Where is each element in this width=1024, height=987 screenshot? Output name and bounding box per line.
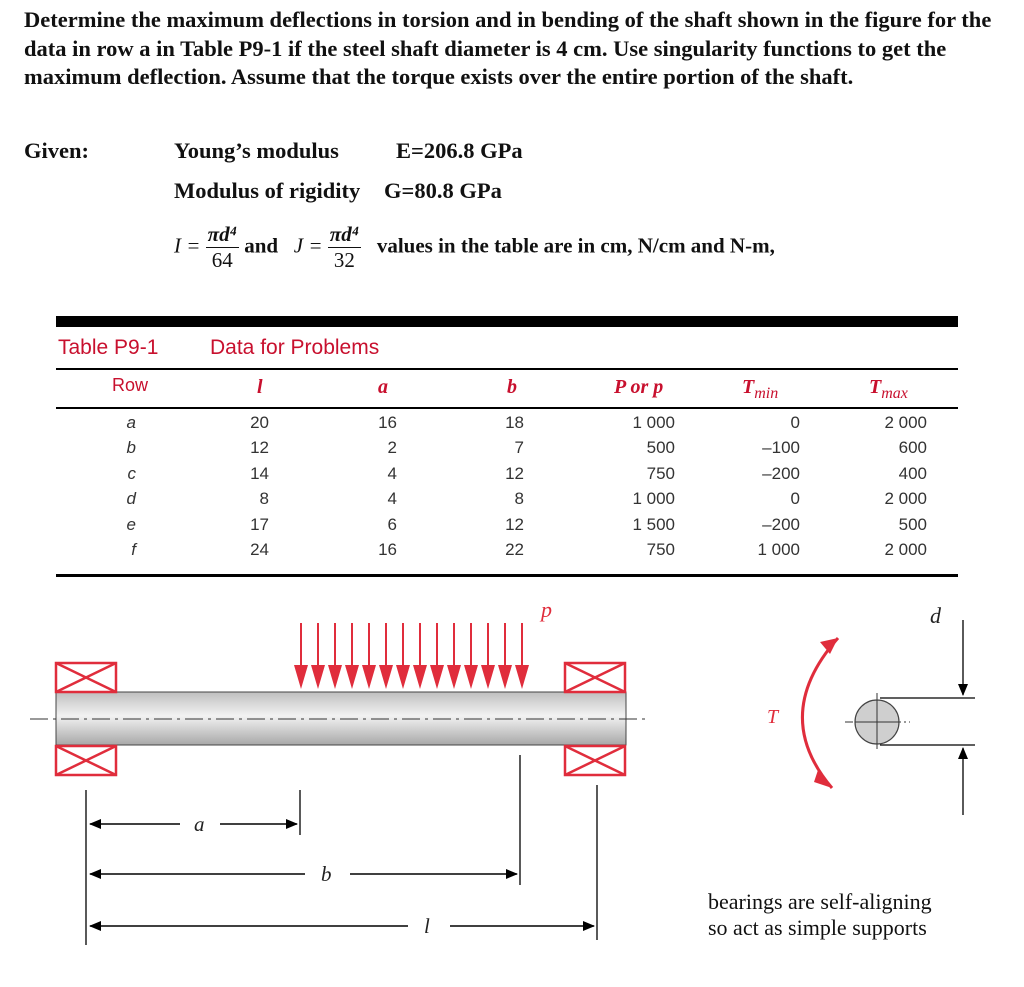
table-top-rule — [56, 316, 958, 327]
header-l: l — [257, 376, 263, 398]
shaft-figure — [0, 585, 1024, 985]
load-arrow-head — [328, 665, 342, 689]
cell-tmin: 1 000 — [757, 540, 800, 560]
header-a: a — [378, 376, 388, 398]
I-fraction — [206, 222, 239, 273]
dimension-extension-lines — [86, 755, 597, 945]
cell-row: b — [126, 438, 136, 458]
load-arrow-head — [311, 665, 325, 689]
torque-arc — [802, 638, 838, 788]
cell-tmax: 500 — [898, 514, 927, 534]
cell-tmax: 400 — [898, 463, 927, 483]
cell-l: 12 — [250, 438, 269, 458]
table-row — [56, 461, 927, 487]
table-row — [56, 538, 927, 564]
cell-b: 8 — [514, 489, 524, 509]
load-arrow-head — [498, 665, 512, 689]
table-header-bottom-rule — [56, 407, 958, 409]
torque-arrowhead-top — [820, 638, 838, 654]
cell-row: d — [126, 489, 136, 509]
cell-l: 8 — [259, 489, 269, 509]
load-arrow-head — [413, 665, 427, 689]
load-arrow-head — [447, 665, 461, 689]
diameter-label: d — [930, 603, 941, 628]
cell-b: 7 — [514, 438, 524, 458]
table-caption-title: Data for Problems — [210, 336, 380, 359]
cell-p: 1 000 — [632, 412, 675, 432]
J-denominator: 32 — [333, 248, 355, 272]
load-label: p — [541, 597, 552, 622]
and-text: and — [244, 233, 279, 258]
inertia-formulas — [174, 222, 775, 273]
table-row — [56, 487, 927, 513]
cell-tmax: 2 000 — [884, 540, 927, 560]
cell-a: 16 — [378, 540, 397, 560]
table-header-top-rule — [56, 368, 958, 370]
cell-a: 2 — [387, 438, 397, 458]
cell-a: 6 — [387, 514, 397, 534]
youngs-modulus-label: Young’s modulus — [174, 138, 339, 163]
header-tmax: $T_{max}$ — [869, 376, 908, 402]
bearing-note-line1: bearings are self-aligning — [708, 889, 932, 914]
dim-l-label: l — [424, 914, 430, 938]
header-tmin: $T_{min}$ — [742, 376, 779, 402]
cell-a: 4 — [387, 463, 397, 483]
distributed-load — [294, 623, 529, 689]
table-row — [56, 512, 927, 538]
load-arrow-head — [430, 665, 444, 689]
load-arrow-head — [481, 665, 495, 689]
load-arrow-head — [345, 665, 359, 689]
cell-b: 18 — [505, 412, 524, 432]
J-fraction — [328, 222, 361, 273]
cell-p: 750 — [646, 463, 675, 483]
J-numerator: πd⁴ — [329, 222, 360, 246]
rigidity-label: Modulus of rigidity — [174, 178, 361, 203]
youngs-modulus-value: E=206.8 GPa — [396, 138, 523, 163]
cell-l: 17 — [250, 514, 269, 534]
header-row: Row — [112, 375, 149, 395]
load-arrow-head — [396, 665, 410, 689]
cell-row: e — [126, 514, 136, 534]
dim-a-label: a — [194, 812, 205, 836]
cell-tmin: –200 — [762, 463, 800, 483]
cell-p: 1 500 — [632, 514, 675, 534]
table-row — [56, 436, 927, 462]
load-arrow-head — [294, 665, 308, 689]
cell-p: 750 — [646, 540, 675, 560]
cell-l: 20 — [250, 412, 269, 432]
cell-tmax: 2 000 — [884, 489, 927, 509]
load-arrow-head — [515, 665, 529, 689]
load-arrow-head — [379, 665, 393, 689]
given-label: Given: — [24, 138, 89, 163]
shaft-cross-section — [845, 693, 910, 750]
cell-b: 22 — [505, 540, 524, 560]
cell-row: c — [127, 463, 136, 483]
cell-tmin: 0 — [790, 489, 800, 509]
cell-b: 12 — [505, 514, 524, 534]
load-arrow-head — [362, 665, 376, 689]
table-bottom-rule — [56, 574, 958, 577]
cell-l: 14 — [250, 463, 269, 483]
cell-a: 16 — [378, 412, 397, 432]
cell-l: 24 — [250, 540, 269, 560]
units-note: values in the table are in cm, N/cm and N-m, — [376, 233, 775, 258]
cell-tmin: 0 — [790, 412, 800, 432]
table-row — [56, 410, 927, 436]
I-numerator: πd⁴ — [207, 222, 237, 246]
table-caption-id: Table P9-1 — [58, 336, 159, 359]
cell-row: a — [126, 412, 136, 432]
rigidity-value: G=80.8 GPa — [384, 178, 502, 203]
cell-b: 12 — [505, 463, 524, 483]
header-p-or-p: P or p — [614, 376, 664, 398]
load-arrow-head — [464, 665, 478, 689]
I-denominator: 64 — [211, 248, 233, 272]
bearing-note-line2: so act as simple supports — [708, 915, 927, 940]
cell-a: 4 — [387, 489, 397, 509]
I-lhs: I = — [174, 233, 201, 258]
torque-label: T — [767, 706, 779, 728]
cell-p: 1 000 — [632, 489, 675, 509]
torque-arrowhead-bottom — [814, 770, 832, 788]
cell-tmax: 2 000 — [884, 412, 927, 432]
data-table — [56, 410, 927, 563]
cell-tmax: 600 — [898, 438, 927, 458]
J-lhs: J = — [293, 233, 323, 258]
dim-b-label: b — [321, 862, 332, 886]
cell-tmin: –200 — [762, 514, 800, 534]
cell-row: f — [131, 540, 136, 560]
header-b: b — [507, 376, 517, 398]
cell-p: 500 — [646, 438, 675, 458]
problem-statement: Determine the maximum deflections in torsion and in bending of the shaft shown in the figure for the data in row a in Table P9-1 if the steel shaft diameter is 4 cm. Use singularity functions to get the maximum deflection. Assume that the torque exists over the entire portion of the shaft. — [24, 7, 992, 89]
cell-tmin: –100 — [762, 438, 800, 458]
dimension-arrows — [90, 824, 594, 926]
